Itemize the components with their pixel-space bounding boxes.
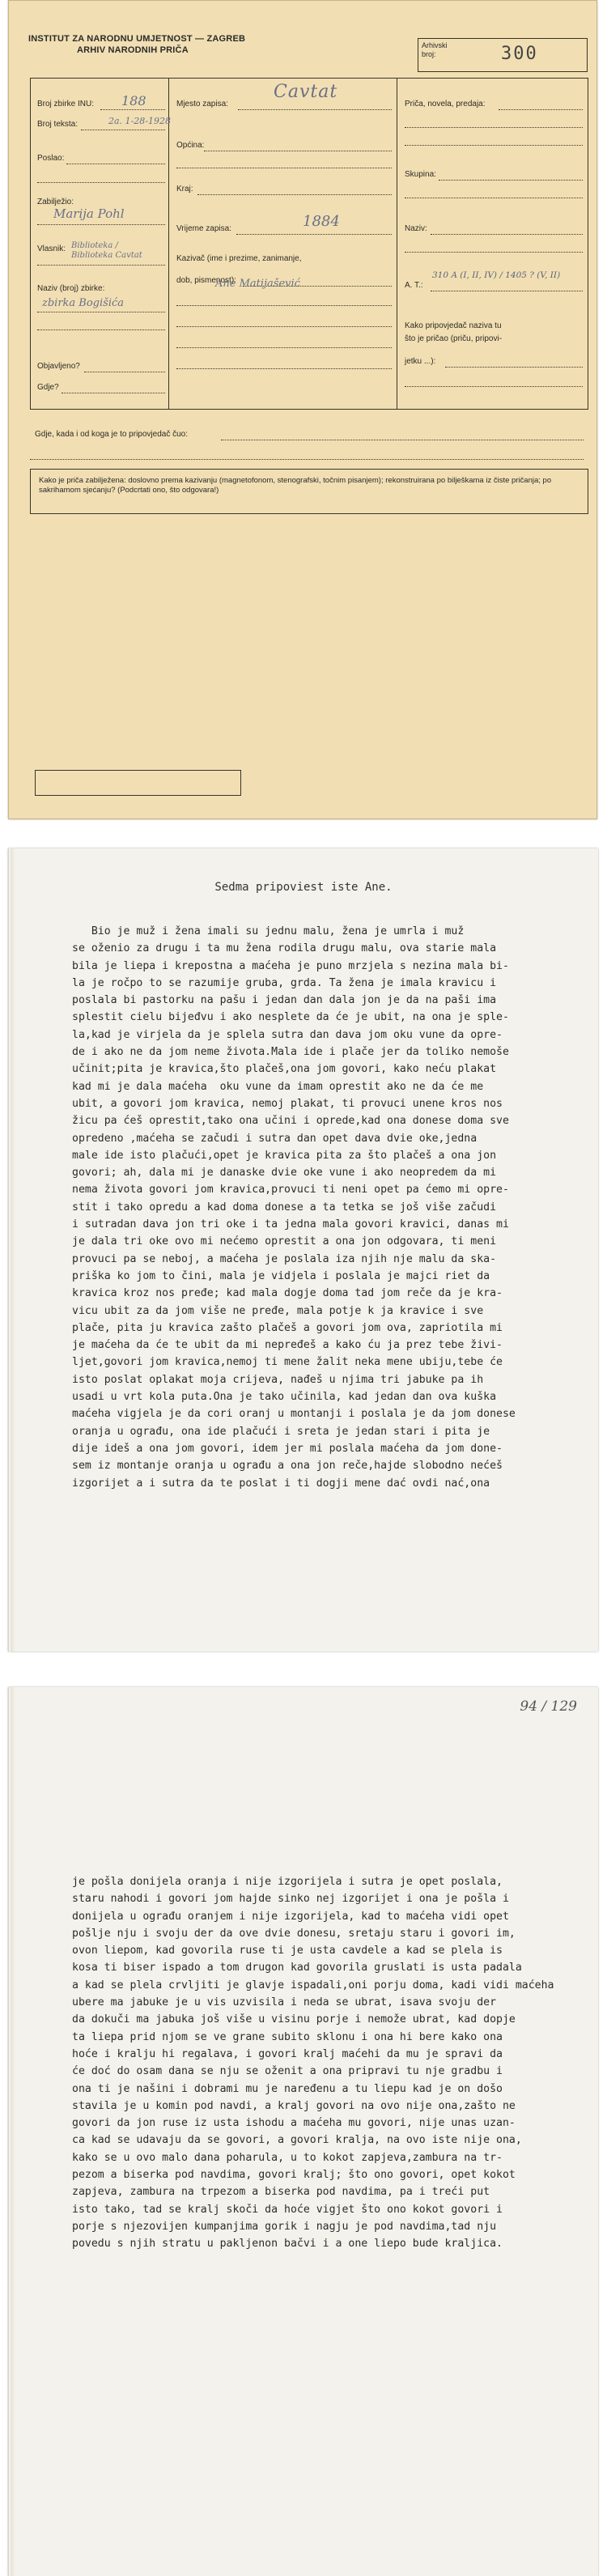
value-text-number: 2a. 1-28-1928 bbox=[108, 116, 171, 126]
text-line: vicu ubit za da jom više ne pređe, mala potje k ja kravice i sve bbox=[72, 1304, 484, 1317]
typescript-page-1 bbox=[8, 848, 598, 1651]
archive-name: ARHIV NARODNIH PRIČA bbox=[77, 45, 189, 55]
text-line: ta liepa prid njom se ve grane subito sklonu i ona hi bere kako ona bbox=[72, 2030, 503, 2043]
label-where: Gdje? bbox=[37, 383, 59, 392]
label-name: Naziv: bbox=[405, 224, 427, 233]
text-line: učinit;pita je kravica,što plačeš,ona jom govori, kako neću plakat bbox=[72, 1063, 497, 1076]
text-line: la,kad je virjela da je splela sutra dan dava jom oku vune da opre- bbox=[72, 1028, 503, 1041]
text-line: poslala bi pastorku na pašu i jedan dan dala jon je da na paši ima bbox=[72, 994, 497, 1007]
archive-number-box bbox=[418, 38, 588, 72]
text-line: plače, pita ju kravica zašto plačeš a govori jom ova, zapriotila mi bbox=[72, 1321, 503, 1334]
value-collection-name: zbirka Bogišića bbox=[42, 297, 125, 309]
text-line: de i ako ne da jom neme života.Mala ide i plače jer da toliko nemoše bbox=[72, 1046, 509, 1059]
text-line: ca kad se udavaju da se govori, a govori kralja, na ovo iste nije ona, bbox=[72, 2134, 522, 2147]
page-number: 94 / 129 bbox=[520, 1698, 577, 1715]
text-line: bila je liepa i krepostna a maćeha je puno mrzjela s nezina mala bi- bbox=[72, 959, 509, 972]
text-line: ona ti je našini i dobrami mu je naređenu a tu liepu kad je on došo bbox=[72, 2082, 503, 2095]
label-how-called-2: što je pričao (priču, pripovi- bbox=[405, 334, 503, 343]
text-line: se oženio za drugu i ta mu žena rodila drugu malu, ova starie mala bbox=[72, 942, 497, 955]
typescript-page-2 bbox=[8, 1687, 598, 2576]
text-line: a kad se plela crvljiti je glavje ispadali,oni porju doma, kadi vidi maćeha bbox=[72, 1979, 554, 1992]
text-line: pezom a biserka pod navdima, govori kralj; što ono govori, opet kokot bbox=[72, 2169, 516, 2182]
recording-method-text: Kako je priča zabilježena: doslovno prema kazivanju (magnetofonom, stenografski, točnim pisanjem); rekonstruirana po bilješkama iz čiste pričanja; po sakrihamom sjećanju? (Podcrtati ono, što odgovara!) bbox=[39, 476, 552, 495]
label-how-called-3: jetku ...): bbox=[405, 357, 436, 366]
text-line: će doć do osam dana se nju se oženit a ona pripravi tu nje gradbu i bbox=[72, 2065, 503, 2078]
text-line: je maćeha da će te ubit da mi nepređeš a kako ću ja prez tebe živi- bbox=[72, 1339, 503, 1352]
text-line: zapjeva, zambura na trpezom a biserka pod navdima, pa i treći put bbox=[72, 2186, 490, 2199]
text-line: sem iz montanje oranja u ograđu a ona jon reče,hajde slobodno nećeš bbox=[72, 1460, 503, 1473]
text-line: ovon liepom, kad govorila ruse ti je usta cavdele a kad se plela is bbox=[72, 1945, 503, 1958]
text-line: je pošla donijela oranja i nije izgorijela i sutra je opet poslala, bbox=[72, 1876, 503, 1888]
label-owner: Vlasnik: bbox=[37, 244, 66, 253]
value-collection-number: 188 bbox=[121, 93, 146, 108]
label-collection-name: Naziv (broj) zbirke: bbox=[37, 284, 105, 293]
label-sent-by: Poslao: bbox=[37, 154, 65, 163]
text-line: male ide isto plačući,opet je kravica pita za što plačeš a ona jon bbox=[72, 1149, 497, 1162]
text-line: kravica kroz nos pređe; kad mala dogje doma tad jom reče da je kra- bbox=[72, 1287, 503, 1300]
text-line: govori; ah, dala mi je danaske dvie oke vune i ako neopredem da mi bbox=[72, 1167, 497, 1180]
text-line: ubit, a govori jom kravica, nemoj plakat, ti provuci unene kros nos bbox=[72, 1097, 503, 1110]
text-line: opredeno ,maćeha se začudi i sutra dan opet dava dvie oke,jedna bbox=[72, 1132, 478, 1145]
story-text-block-1 bbox=[72, 923, 516, 1492]
recording-method-note bbox=[30, 469, 588, 514]
text-line: oranja u ograđu, ona ide plačući i sreta je jedan stari i pita je bbox=[72, 1425, 490, 1438]
text-line: Bio je muž i žena imali su jednu malu, žena je umrla i muž bbox=[72, 925, 465, 937]
label-time: Vrijeme zapisa: bbox=[176, 224, 231, 233]
text-line: izgorijet a i sutra da te poslat i ti dogji mene dać ovdi nać,ona bbox=[72, 1477, 490, 1490]
label-narrator-1: Kazivač (ime i prezime, zanimanje, bbox=[176, 254, 302, 263]
text-line: isto poslat oplakat moja crijeva, nađeš u njima tri jabuke pa ih bbox=[72, 1373, 484, 1386]
institute-name: INSTITUT ZA NARODNU UMJETNOST — ZAGREB bbox=[28, 34, 246, 44]
value-place: Cavtat bbox=[274, 82, 338, 102]
text-line: kako se u ovo malo dana poharula, u to kokot zapjeva,zambura na tr- bbox=[72, 2151, 503, 2164]
label-published: Objavljeno? bbox=[37, 362, 80, 371]
value-narrator: Ane Matijašević bbox=[215, 278, 300, 290]
archive-number-label: Arhivski broj: bbox=[422, 41, 448, 58]
text-line: kosa ti biser ispado a tom drugon kad govorila gruslati is usta padala bbox=[72, 1962, 522, 1975]
label-where-when-heard: Gdje, kada i od koga je to pripovjedač čuo: bbox=[35, 430, 189, 439]
text-line: povedu s njih stratu u pakljenon bačvi i a one liepo bude kraljica. bbox=[72, 2238, 503, 2251]
label-recorded-by: Zabilježio: bbox=[37, 198, 74, 206]
text-line: usadi u vrt kola puta.Ona je tako učinila, kad jedan dan ova kuška bbox=[72, 1391, 497, 1404]
text-line: dije ideš a ona jom govori, idem jer mi poslala maćeha da jom done- bbox=[72, 1442, 503, 1455]
bottom-empty-box bbox=[35, 770, 241, 796]
text-line: ubere ma jabuke je u vis uzvisila i neda se ubrat, isava svoju der bbox=[72, 1996, 497, 2009]
text-line: pošlje nju i svoju der da ove dvie donesu, sretaju staru i govori im, bbox=[72, 1927, 516, 1940]
text-line: da dokuči ma jabuka još više u visinu porje i nemože ubrat, kad dopje bbox=[72, 2013, 516, 2026]
label-text-number: Broj teksta: bbox=[37, 120, 79, 129]
text-line: porje s njezovijen kumpanjima gorik i nagju je pod navdima,tad nju bbox=[72, 2220, 497, 2233]
label-region: Kraj: bbox=[176, 185, 193, 193]
label-collection-number: Broj zbirke INU: bbox=[37, 100, 95, 108]
text-line: stavila je u komin pod navdi, a kralj govori na ovo nije ona,zašto ne bbox=[72, 2099, 516, 2112]
story-title: Sedma pripoviest iste Ane. bbox=[214, 881, 393, 894]
label-how-called-1: Kako pripovjedač naziva tu bbox=[405, 321, 502, 330]
text-line: i sutradan dava jon tri oke i ta jedna mala govori kravici, danas mi bbox=[72, 1218, 509, 1231]
text-line: je dala tri oke ovo mi nećemo oprestit a ona jon odgovara, ti meni bbox=[72, 1235, 497, 1248]
text-line: priška ko jom to čini, mala je vidjela i poslala je majci riet da bbox=[72, 1269, 490, 1282]
text-line: provuci pa se neboj, a maćeha je poslala iza njih nje malu da ska- bbox=[72, 1252, 497, 1265]
text-line: isto tako, tad se kralj skoči da hoće vigjet što ono kokot govori i bbox=[72, 2203, 503, 2216]
text-line: staru nahodi i govori jom hajde sinko nej izgorijet i ona je pošla i bbox=[72, 1893, 509, 1906]
value-time: 1884 bbox=[303, 213, 340, 230]
text-line: kad mi je dala maćeha oku vune da imam oprestit ako ne da će me bbox=[72, 1080, 484, 1093]
value-owner: Biblioteka / Biblioteka Cavtat bbox=[71, 241, 142, 260]
label-place: Mjesto zapisa: bbox=[176, 100, 228, 108]
label-narrator-2: dob, pismenost): bbox=[176, 276, 236, 285]
card-form-grid bbox=[30, 78, 588, 410]
text-line: splestit cielu bijeđvu i ako nesplete da će je ubit, na ona je sple- bbox=[72, 1011, 509, 1024]
value-at-index: 310 A (I, II, IV) / 1405 ? (V, II) bbox=[432, 270, 561, 280]
text-line: maćeha vigjela je da cori oranj u montanji i poslala je da jom donese bbox=[72, 1408, 516, 1421]
text-line: nema života govori jom kravica,provuci ti neni opet pa ćemo mi opre- bbox=[72, 1184, 509, 1197]
text-line: stit i tako opredu a kad doma donese a ta tetka se još više začudi bbox=[72, 1201, 497, 1214]
text-line: ljet,govori jom kravica,nemoj ti mene žalit neka mene ubiju,tebe će bbox=[72, 1356, 503, 1369]
label-story-type: Priča, novela, predaja: bbox=[405, 100, 486, 108]
story-text-block-2 bbox=[72, 1873, 554, 2253]
text-line: donijela u ograđu oranjem i nije izgorijela, kad to maćeha vidi opet bbox=[72, 1910, 509, 1923]
archive-number-value: 300 bbox=[501, 44, 538, 64]
text-line: govori da jon ruse iz usta ishodu a maćeha mu govori, nije unas uzan- bbox=[72, 2117, 516, 2130]
label-at-index: A. T.: bbox=[405, 281, 423, 290]
value-recorded-by: Marija Pohl bbox=[53, 206, 125, 221]
card-header bbox=[28, 33, 245, 56]
label-group: Skupina: bbox=[405, 170, 436, 179]
text-line: hoće i kralju hi regalava, i govori kralj maćehi da mu je spravi da bbox=[72, 2047, 503, 2060]
text-line: la je ročpo to se razumije gruba, grda. Ta žena je imala kravicu i bbox=[72, 976, 497, 989]
label-municipality: Općina: bbox=[176, 141, 205, 150]
index-card-page bbox=[8, 0, 597, 819]
text-line: žicu pa ćeš oprestit,tako ona učini i oprede,kad ona donese doma sve bbox=[72, 1115, 509, 1128]
